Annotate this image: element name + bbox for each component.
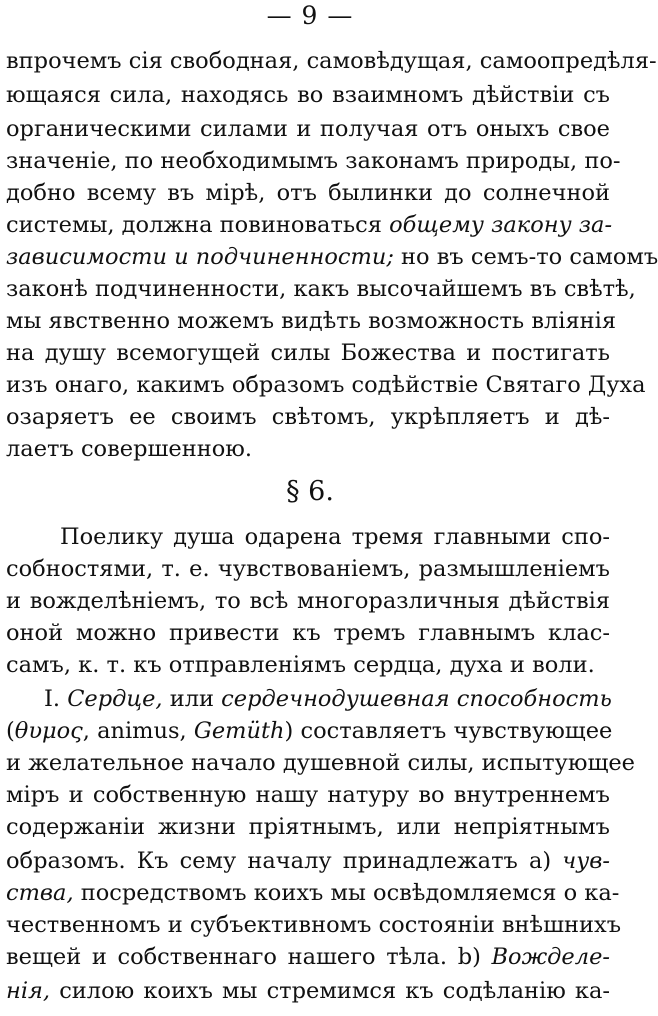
text-fragment: системы, должна повиноваться [6, 212, 390, 238]
text-line [6, 846, 610, 876]
text-line [6, 878, 620, 908]
text-line: изъ онаго, какимъ образомъ содѣйствіе Святаго Духа [6, 372, 646, 398]
italic-phrase: общему закону за- [389, 212, 613, 238]
text-fragment: образомъ. Къ сему началу принадлежатъ а) [6, 848, 563, 874]
text-line: ющаяся сила, находясь во взаимномъ дѣйствіи съ [6, 82, 610, 108]
italic-phrase: Сердце, [67, 686, 163, 712]
text-line: добно всему въ мірѣ, отъ былинки до солнечной [6, 180, 610, 206]
text-line [6, 716, 613, 746]
text-line: законѣ подчиненности, какъ высочайшемъ въ свѣтѣ, [6, 276, 636, 302]
greek-word: θυμος [14, 718, 83, 744]
text-fragment: или [162, 686, 222, 712]
text-fragment: вещей и собственнаго нашего тѣла. b) [6, 944, 492, 970]
german-word: Gemüth [193, 718, 285, 744]
text-line: на душу всемогущей силы Божества и постигать [6, 340, 610, 366]
text-line: чественномъ и субъективномъ состояніи внѣшнихъ [6, 912, 622, 938]
text-line: Поелику душа одарена тремя главными спо- [60, 524, 610, 550]
text-line [6, 942, 610, 972]
text-line: озаряетъ ее своимъ свѣтомъ, укрѣпляетъ и дѣ- [6, 404, 610, 430]
italic-phrase: чув- [562, 848, 610, 874]
italic-phrase: сердечнодушевная способность [221, 686, 612, 712]
text-line: и вожделѣніемъ, то всѣ многоразличныя дѣйствія [6, 588, 610, 614]
italic-phrase: Вожделе- [491, 944, 610, 970]
text-line: лаетъ совершенною. [6, 436, 252, 462]
text-line: мы явственно можемъ видѣть возможность вліянія [6, 308, 617, 334]
italic-phrase: ства, [6, 880, 74, 906]
text-fragment: ( [6, 718, 15, 744]
text-line: и желательное начало душевной силы, испытующее [6, 750, 635, 776]
text-line: впрочемъ сія свободная, самовѣдущая, самоопредѣля- [6, 48, 657, 74]
text-line: содержаніи жизни пріятнымъ, или непріятнымъ [6, 814, 610, 840]
italic-phrase: зависимости и подчиненности; [6, 244, 394, 270]
section-heading: § 6. [286, 476, 334, 507]
page-number: — 9 — [266, 1, 354, 30]
text-fragment: I. [44, 686, 68, 712]
text-line: оной можно привести къ тремъ главнымъ клас- [6, 620, 610, 646]
text-line: значеніе, по необходимымъ законамъ природы, по- [6, 148, 621, 174]
text-line [6, 210, 613, 240]
text-fragment: ) составляетъ чувствующее [284, 718, 613, 744]
text-fragment: но въ семъ-то самомъ [393, 244, 658, 270]
text-line [6, 976, 610, 1006]
text-line [44, 684, 610, 714]
text-fragment: , animus, [82, 718, 194, 744]
text-line [6, 242, 658, 272]
text-line: міръ и собственную нашу натуру во внутреннемъ [6, 782, 610, 808]
italic-phrase: нія, [6, 978, 51, 1004]
text-fragment: посредствомъ коихъ мы освѣдомляемся о ка- [73, 880, 620, 906]
text-line: органическими силами и получая отъ оныхъ свое [6, 116, 610, 142]
text-fragment: силою коихъ мы стремимся къ содѣланію ка- [50, 978, 610, 1004]
text-line: собностями, т. е. чувствованіемъ, размышленіемъ [6, 556, 610, 582]
text-line: самъ, к. т. къ отправленіямъ сердца, духа и воли. [6, 652, 595, 678]
